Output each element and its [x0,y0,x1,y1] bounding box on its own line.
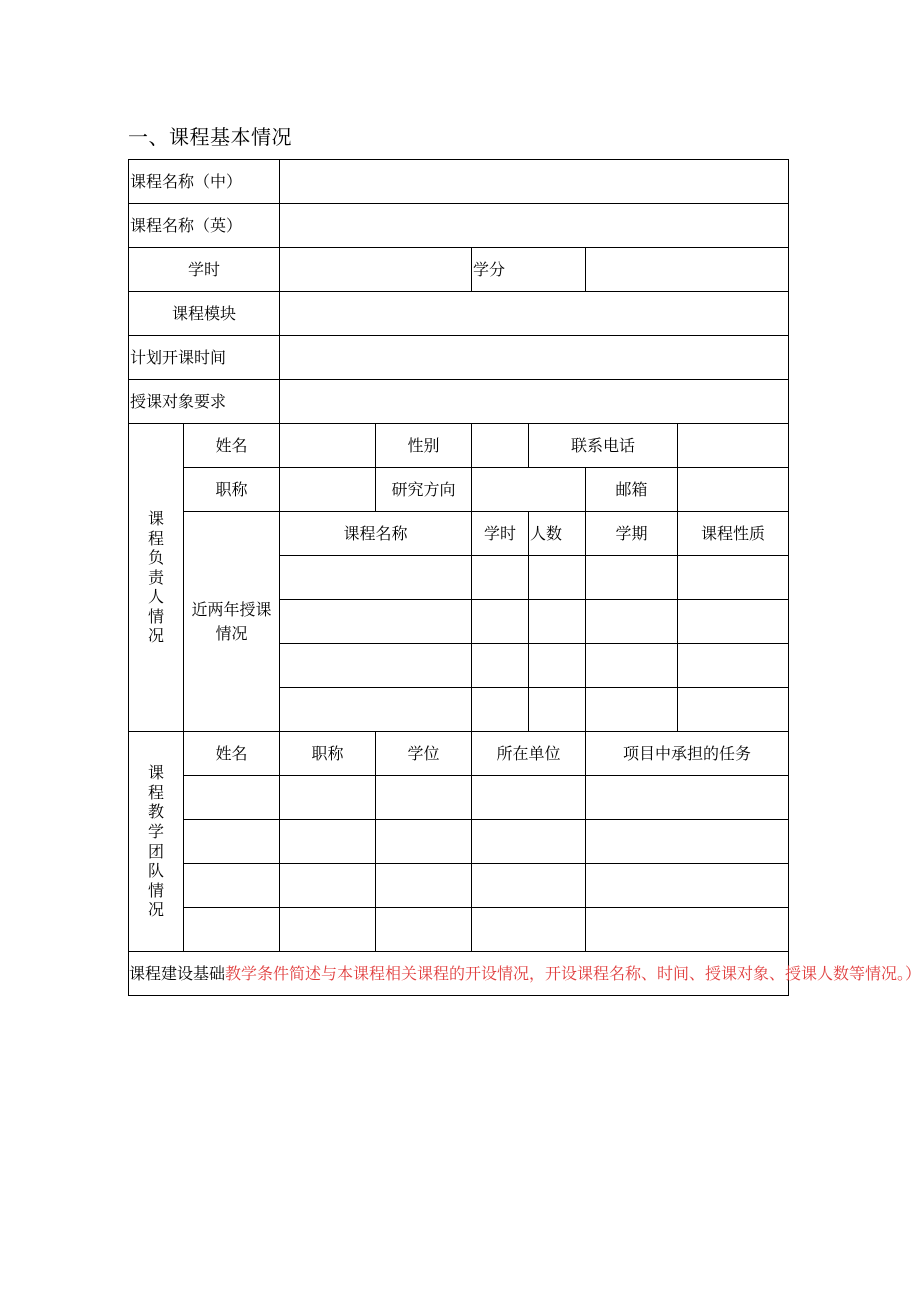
hours-field[interactable] [280,248,472,292]
course-name-en-field[interactable] [280,204,789,248]
hours-label: 学时 [129,248,280,292]
leader-section-label [129,424,184,732]
leader-section-text: 课程负责人情况 [148,509,165,646]
team-section-text: 课程教学团队情况 [148,763,165,920]
teaching-course-name-field[interactable] [280,556,472,600]
credits-field[interactable] [586,248,789,292]
team-unit-field[interactable] [472,820,586,864]
teaching-course-name-field[interactable] [280,600,472,644]
teaching-students-field[interactable] [529,600,586,644]
leader-email-field[interactable] [678,468,789,512]
leader-name-field[interactable] [280,424,376,468]
teaching-header-students: 人数 [529,512,586,556]
team-degree-field[interactable] [376,864,472,908]
team-task-field[interactable] [586,820,789,864]
teaching-hours-field[interactable] [472,644,529,688]
team-degree-field[interactable] [376,820,472,864]
teaching-hours-field[interactable] [472,556,529,600]
teaching-course-name-field[interactable] [280,688,472,732]
team-name-field[interactable] [184,776,280,820]
team-header-degree: 学位 [376,732,472,776]
course-name-en-label: 课程名称（英） [129,204,280,248]
course-module-field[interactable] [280,292,789,336]
leader-title-label: 职称 [184,468,280,512]
teaching-students-field[interactable] [529,644,586,688]
team-name-field[interactable] [184,864,280,908]
team-row [129,864,789,908]
team-name-field[interactable] [184,908,280,952]
leader-research-field[interactable] [472,468,586,512]
team-header-title: 职称 [280,732,376,776]
team-header-name: 姓名 [184,732,280,776]
team-title-field[interactable] [280,776,376,820]
leader-phone-label: 联系电话 [529,424,678,468]
teaching-semester-field[interactable] [586,644,678,688]
team-title-field[interactable] [280,908,376,952]
team-task-field[interactable] [586,776,789,820]
leader-title-field[interactable] [280,468,376,512]
team-unit-field[interactable] [472,908,586,952]
teaching-header-nature: 课程性质 [678,512,789,556]
leader-gender-field[interactable] [472,424,529,468]
target-requirement-field[interactable] [280,380,789,424]
teaching-semester-field[interactable] [586,556,678,600]
team-name-field[interactable] [184,820,280,864]
course-module-label: 课程模块 [129,292,280,336]
teaching-students-field[interactable] [529,556,586,600]
teaching-nature-field[interactable] [678,556,789,600]
leader-email-label: 邮箱 [586,468,678,512]
teaching-header-course-name: 课程名称 [280,512,472,556]
planned-time-field[interactable] [280,336,789,380]
team-section-label [129,732,184,952]
team-header-unit: 所在单位 [472,732,586,776]
team-degree-field[interactable] [376,908,472,952]
teaching-nature-field[interactable] [678,644,789,688]
teaching-nature-field[interactable] [678,688,789,732]
teaching-hours-field[interactable] [472,600,529,644]
team-header-task: 项目中承担的任务 [586,732,789,776]
teaching-course-name-field[interactable] [280,644,472,688]
course-basis-field[interactable] [129,952,921,996]
team-unit-field[interactable] [472,776,586,820]
team-degree-field[interactable] [376,776,472,820]
target-requirement-label: 授课对象要求 [129,380,280,424]
recent-teaching-label: 近两年授课情况 [184,512,280,732]
course-basis-label: 课程建设基础 [129,963,226,983]
teaching-semester-field[interactable] [586,600,678,644]
team-unit-field[interactable] [472,864,586,908]
credits-label: 学分 [472,248,586,292]
teaching-hours-field[interactable] [472,688,529,732]
leader-phone-field[interactable] [678,424,789,468]
team-task-field[interactable] [586,864,789,908]
leader-gender-label: 性别 [376,424,472,468]
leader-research-label: 研究方向 [376,468,472,512]
section-title: 一、课程基本情况 [128,125,292,149]
course-name-cn-field[interactable] [280,160,789,204]
teaching-students-field[interactable] [529,688,586,732]
course-basic-info-table [128,159,921,996]
course-name-cn-label: 课程名称（中） [129,160,280,204]
team-title-field[interactable] [280,820,376,864]
leader-name-label: 姓名 [184,424,280,468]
team-row [129,908,789,952]
teaching-nature-field[interactable] [678,600,789,644]
planned-time-label: 计划开课时间 [129,336,280,380]
team-row [129,776,789,820]
teaching-header-hours: 学时 [472,512,529,556]
team-title-field[interactable] [280,864,376,908]
team-task-field[interactable] [586,908,789,952]
team-row [129,820,789,864]
teaching-header-semester: 学期 [586,512,678,556]
teaching-semester-field[interactable] [586,688,678,732]
course-basis-hint: 教学条件简述与本课程相关课程的开设情况，开设课程名称、时间、授课对象、授课人数等情况。） [225,963,921,983]
